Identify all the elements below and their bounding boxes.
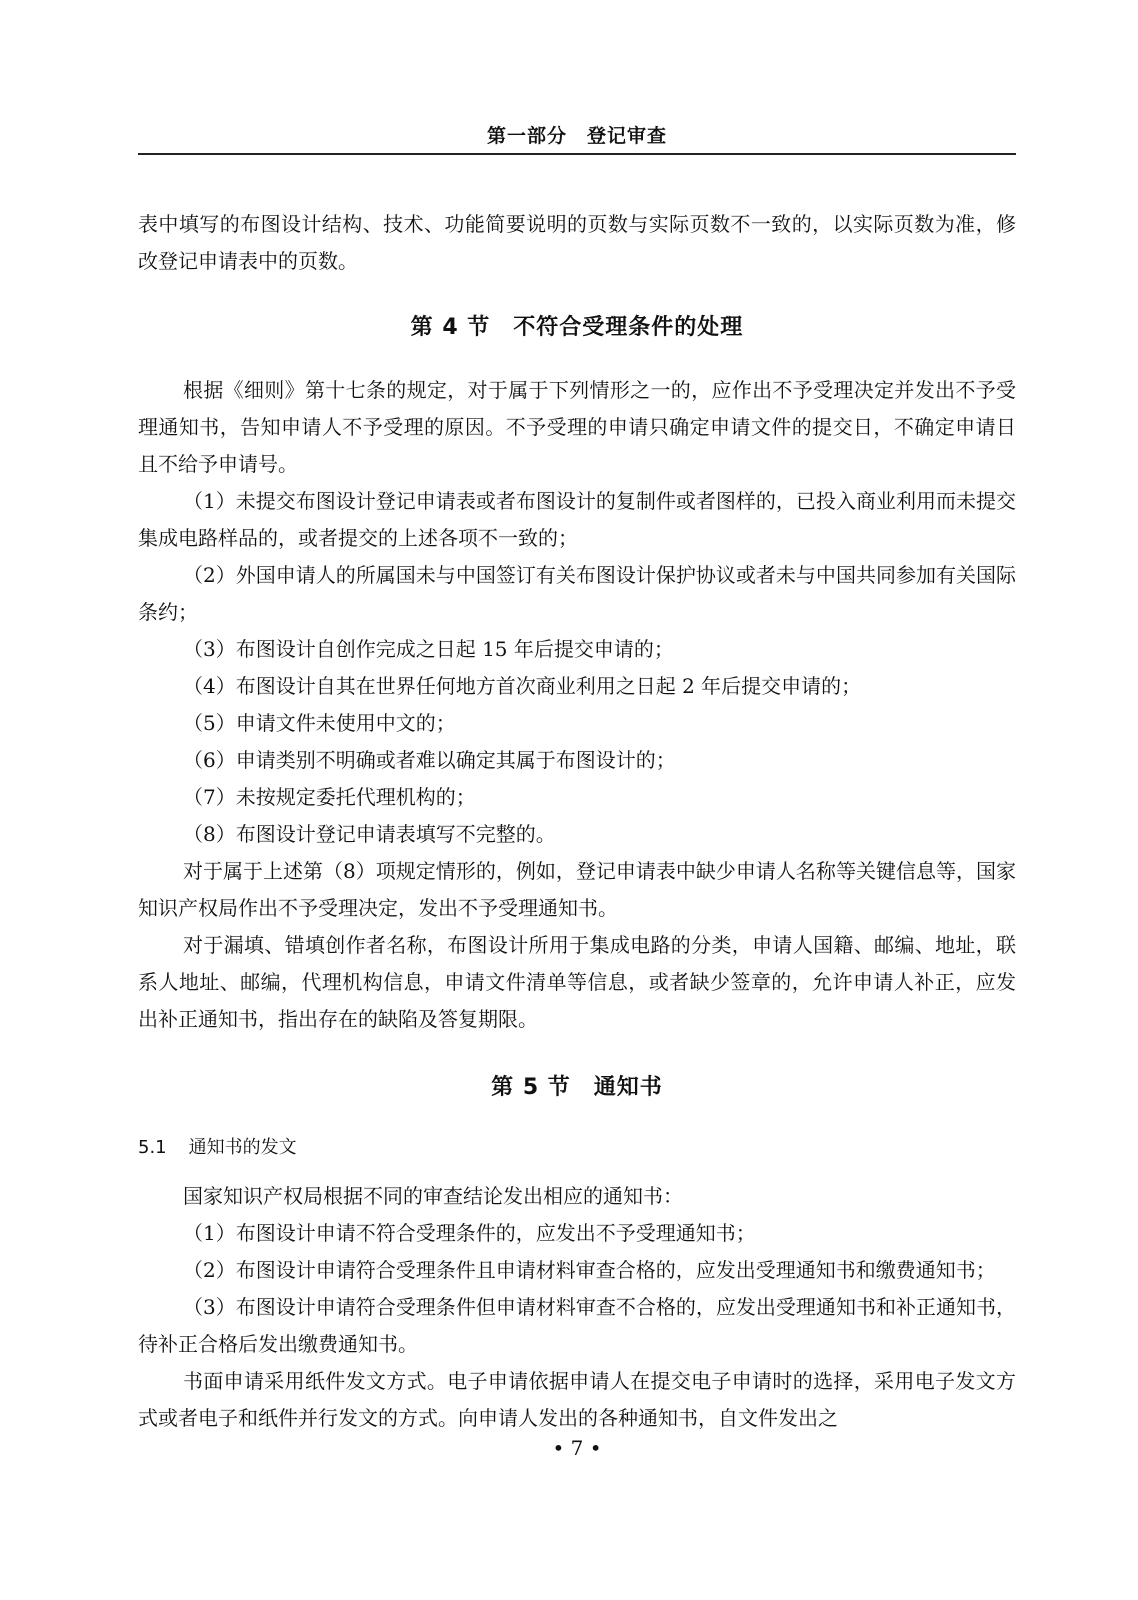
- list-item: （3）布图设计申请符合受理条件但申请材料审查不合格的，应发出受理通知书和补正通知书，待补正合格后发出缴费通知书。: [138, 1295, 1016, 1356]
- list-item: （4）布图设计自其在世界任何地方首次商业利用之日起 2 年后提交申请的；: [183, 674, 862, 698]
- list-item: （7）未按规定委托代理机构的；: [183, 785, 476, 809]
- paragraph-delivery: 书面申请采用纸件发文方式。电子申请依据申请人在提交电子申请时的选择，采用电子发文方式或者电子和纸件并行发文的方式。向申请人发出的各种通知书，自文件发出之: [138, 1369, 1016, 1430]
- list-item: （2）外国申请人的所属国未与中国签订有关布图设计保护协议或者未与中国共同参加有关国际条约；: [138, 563, 1016, 624]
- section-4-intro: 根据《细则》第十七条的规定，对于属于下列情形之一的，应作出不予受理决定并发出不予受理通知书，告知申请人不予受理的原因。不予受理的申请只确定申请文件的提交日，不确定申请日且不给予申请号。: [138, 378, 1016, 476]
- list-item: （1）未提交布图设计登记申请表或者布图设计的复制件或者图样的，已投入商业利用而未提交集成电路样品的，或者提交的上述各项不一致的；: [138, 489, 1016, 550]
- section-4-title: 第 4 节 不符合受理条件的处理: [410, 315, 744, 340]
- subsection-5-1-heading: [138, 1130, 1016, 1166]
- list-item: （5）申请文件未使用中文的；: [183, 711, 456, 735]
- paragraph-continued: 表中填写的布图设计结构、技术、功能简要说明的页数与实际页数不一致的，以实际页数为准，修改登记申请表中的页数。: [138, 212, 1016, 273]
- header-rule: [138, 153, 1016, 155]
- paragraph-missing-info: 对于漏填、错填创作者名称，布图设计所用于集成电路的分类，申请人国籍、邮编、地址，联系人地址、邮编，代理机构信息，申请文件清单等信息，或者缺少签章的，允许申请人补正，应发出补正通知书，指出存在的缺陷及答复期限。: [138, 933, 1016, 1031]
- list-item: （3）布图设计自创作完成之日起 15 年后提交申请的；: [183, 637, 674, 661]
- subsection-number: 5.1: [138, 1137, 167, 1158]
- subsection-title: 通知书的发文: [188, 1137, 297, 1158]
- section-5-title: 第 5 节 通知书: [491, 1075, 663, 1100]
- paragraph-item8: 对于属于上述第（8）项规定情形的，例如，登记申请表中缺少申请人名称等关键信息等，国家知识产权局作出不予受理决定，发出不予受理通知书。: [138, 859, 1016, 920]
- list-item: （1）布图设计申请不符合受理条件的，应发出不予受理通知书；: [183, 1221, 756, 1245]
- section-5-intro: 国家知识产权局根据不同的审查结论发出相应的通知书：: [183, 1184, 683, 1208]
- running-header: 第一部分 登记审查: [486, 125, 667, 147]
- list-item: （2）布图设计申请符合受理条件且申请材料审查合格的，应发出受理通知书和缴费通知书；: [183, 1258, 996, 1282]
- list-item: （8）布图设计登记申请表填写不完整的。: [183, 822, 556, 846]
- page-number: • 7 •: [552, 1436, 602, 1460]
- page-content: [138, 206, 1016, 1437]
- list-item: （6）申请类别不明确或者难以确定其属于布图设计的；: [183, 748, 676, 772]
